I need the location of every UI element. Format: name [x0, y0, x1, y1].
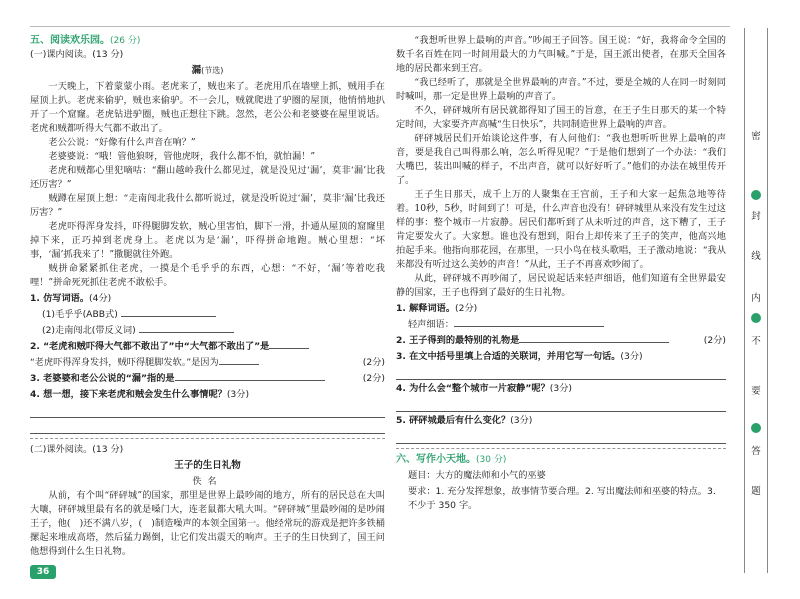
- part1-para: 老虎和贼都心里犯嘀咕：“翻山越岭我什么都见过，就是没见过‘漏’，莫非‘漏’比我还厉害？”: [30, 165, 385, 190]
- seal-line-column: [744, 28, 768, 573]
- answer-line[interactable]: [30, 420, 385, 434]
- seal-char: 题: [751, 486, 761, 497]
- section6-heading: 六、写作小天地。(30 分): [396, 454, 507, 465]
- part1-para: 一天晚上，下着蒙蒙小雨。老虎来了，贼也来了。老虎用爪在墙壁上抓，贼用手在屋顶上扒。老虎来偷驴，贼也来偷驴。不一会儿，贼就爬进了驴圈的屋顶，他悄悄地扒开了一个窟窿。老虎钻进驴圈，贼也正想往下跳。忽然，老公公和老婆婆在屋里说话。老虎和贼都听得大气都不敢出了。: [30, 81, 385, 134]
- right-para: 不久，砰砰城所有居民就都得知了国王的旨意，在王子生日那天的某一个特定时间，大家要齐声高喊“生日快乐”，共同制造世界上最响的声音。: [396, 105, 726, 130]
- part1-para: 老虎吓得浑身发抖，吓得腿脚发软，贼心里害怕，脚下一滑，扑通从屋顶的窟窿里掉下来，正巧掉到老虎身上。老虎以为是‘漏’，吓得拼命地跑。贼心里想：“坏事，‘漏’抓我来了！”撒腿就往外跑。: [30, 221, 385, 260]
- answer-blank[interactable]: [121, 316, 216, 317]
- part1-label: (一)课内阅读。(13 分): [30, 49, 124, 60]
- seal-char: 封: [751, 211, 761, 222]
- seal-char: 答: [751, 446, 761, 457]
- writing-requirements: 要求：1. 充分发挥想象，故事情节要合理。2. 写出魔法师和巫婆的特点。3. 不少于 350 字。: [408, 486, 716, 511]
- question-4: 4. 想一想，接下来老虎和贼会发生什么事情呢？(3分): [30, 389, 250, 400]
- part2-label: (二)课外阅读。(13 分): [30, 444, 124, 455]
- section5-heading: 五、阅读欢乐园。(26 分): [30, 35, 141, 46]
- left-column: [30, 34, 385, 559]
- right-para: 王子生日那天，成千上万的人聚集在王宫前，王子和大家一起焦急地等待着。10秒，5秒，时间到了！可是，什么声音也没有！砰砰城里从来没有发生过这样的事：整个城市一片寂静。居民们都听到了从未听过的声音，这下糟了，王子肯定要发火了。大家想。谁也没有想到，阳台上却传来了王子的笑声，他高兴地拍起手来。他指向那花园，在那里，一只小鸟在枝头歌唱，王子激动地说：“我从来都没有听过这么美妙的声音！”从此，王子不再喜欢吵闹了。: [396, 189, 726, 270]
- answer-blank[interactable]: [139, 332, 234, 333]
- q1-item-a: (1)毛乎乎(ABB式): [30, 308, 385, 322]
- page-number: 36: [30, 565, 56, 579]
- r-question-1: 1. 解释词语。(2分): [396, 303, 478, 314]
- top-rule: [30, 26, 730, 27]
- part2-title: 王子的生日礼物: [174, 460, 241, 471]
- part2-author: 佚名: [192, 477, 223, 487]
- part2-para: 从前，有个叫“砰砰城”的国家，那里是世界上最吵闹的地方，所有的居民总在大叫大嚷，砰砰城里最有名的就是嗓门大，连老鼠都大吼大叫。“砰砰城”里最吵闹的是吵闹王子，他( )还不满八岁，( )制造噪声的本领全国第一。他经常玩的游戏是把许多铁桶摞起来堆成高塔，然后猛力踢倒，让它们发出震天的响声。王子的生日快到了，国王问他想得到什么生日礼物。: [30, 490, 385, 557]
- question-2: 2. “老虎和贼吓得大气都不敢出了”中“大气都不敢出了”是: [30, 340, 385, 354]
- answer-line[interactable]: [396, 430, 726, 444]
- answer-blank[interactable]: [219, 364, 259, 365]
- answer-blank[interactable]: [519, 342, 669, 343]
- r-question-3: 3. 在文中括号里填上合适的关联词，并用它写一句话。(3分): [396, 351, 643, 362]
- right-para: “我想听世界上最响的声音。”吵闹王子回答。国王说：“好，我将命令全国的数千名百姓在同一时间用最大的力气叫喊。”于是，国王派出使者，在那天全国各地的居民都来到王宫。: [396, 35, 726, 74]
- right-para: 从此，砰砰城不再吵闹了，居民说起话来轻声细语，他们知道有全世界最安静的国家，王子也得到了最好的生日礼物。: [396, 273, 726, 298]
- seal-dot-icon: [751, 423, 761, 433]
- question-2-tail: “老虎吓得浑身发抖，贼吓得腿脚发软。”是因为 (2分): [30, 357, 385, 368]
- answer-line[interactable]: [396, 398, 726, 412]
- seal-dot-icon: [751, 313, 761, 323]
- right-para: “我已经听了，那就是全世界最响的声音。”不过，要是全城的人在同一时刻同时喊叫，那一定是世界上最响的声音了。: [396, 77, 726, 102]
- seal-char: 线: [751, 251, 761, 262]
- answer-line[interactable]: [30, 404, 385, 418]
- divider: [396, 448, 726, 449]
- r-question-4: 4. 为什么会“整个城市一片寂静”呢？(3分): [396, 383, 572, 394]
- right-column: [396, 34, 726, 513]
- answer-blank[interactable]: [175, 380, 325, 381]
- question-3: 3. 老婆婆和老公公说的“漏”指的是 (2分): [30, 373, 385, 384]
- part1-para: 老公公说：“好像有什么声音在响？”: [48, 137, 196, 148]
- part1-title: 漏(节选): [191, 65, 224, 76]
- right-para: 砰砰城居民们开始谈论这件事，有人问他们：“我也想听听世界上最响的声音，要是我自己叫得那么响，怎么听得见呢？”于是他们想到了一个办法：“我们大嘴巴，装出叫喊的样子，不出声音，就可以好好听了。”他们的办法在城里传开了。: [396, 133, 726, 186]
- divider: [30, 438, 385, 439]
- answer-blank[interactable]: [454, 326, 604, 327]
- seal-dot-icon: [751, 190, 761, 200]
- answer-blank[interactable]: [269, 348, 309, 349]
- seal-char: 内: [751, 293, 761, 304]
- writing-topic: 题目：大方的魔法师和小气的巫婆: [408, 470, 546, 481]
- r-question-5: 5. 砰砰城最后有什么变化？(3分): [396, 415, 533, 426]
- question-1: 1. 仿写词语。(4分): [30, 293, 112, 304]
- part1-para: 老婆婆说：“哦！管他狼呀，管他虎呀，我什么都不怕，就怕漏！”: [48, 151, 316, 162]
- part1-para: 贼蹲在屋顶上想：“走南闯北我什么都听说过，就是没听说过‘漏’，莫非‘漏’比我还厉害？”: [30, 193, 385, 218]
- part1-para: 贼拼命紧紧抓住老虎，一摸是个毛乎乎的东西，心想：“不好，‘漏’等着吃我哩！”拼命死死抓住老虎不敢松手。: [30, 263, 385, 288]
- seal-char: 不: [751, 336, 761, 347]
- r-question-2: 2. 王子得到的最特别的礼物是 (2分): [396, 335, 726, 346]
- r-q1-word: 轻声细语：: [396, 318, 726, 332]
- q1-item-b: (2)走南闯北(带反义词): [30, 324, 385, 338]
- answer-line[interactable]: [396, 366, 726, 380]
- seal-char: 要: [751, 386, 761, 397]
- seal-char: 密: [751, 131, 761, 142]
